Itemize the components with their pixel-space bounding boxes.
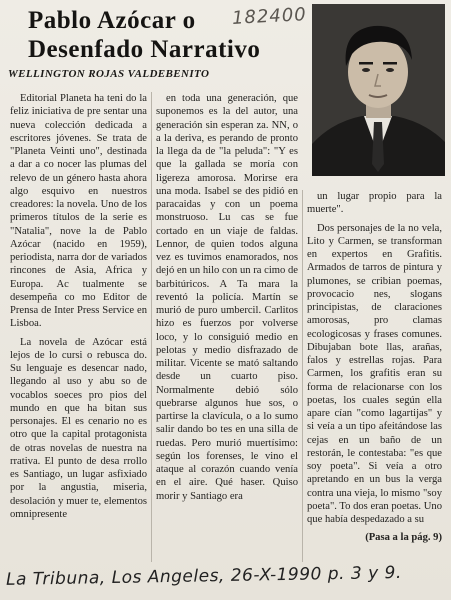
- article-column-2: [156, 92, 298, 508]
- handwritten-source-note: La Tribuna, Los Angeles, 26-X-1990 p. 3 y 9.: [5, 562, 402, 590]
- paragraph: un lugar propio para la muerte".: [307, 191, 442, 216]
- article-column-1: [10, 92, 147, 526]
- article-body: [10, 92, 442, 572]
- paragraph: Dos personajes de la no vela, Lito y Carmen, se transforman en expertos en Grafitis. Armados de tarros de pintura y plumones, se cribian poemas, provocacio nes, slogans principistas, de claraciones amorosas, pro clamas ecologicosas y frases comunes. Dibujaban bote llas, arañas, falos y estrellas rojas. Para Carmen, los grafitis eran su forma de relacionarse con los poetas, los cuales según ella apare cían "como lagartijas" y si veía a un tipo afeitándose las cejas en un baño de un restorán, le contestaba: "es que soy poeta". Si veía a otro apretando en un bus la verga contra una vieja, lo mismo "soy poeta". To dos eran poetas. Uno que había despedazado a su: [307, 222, 442, 525]
- article-title: Pablo Azócar o Desenfado Narrativo: [28, 7, 261, 63]
- column-divider: [302, 190, 303, 562]
- article-byline: WELLINGTON ROJAS VALDEBENITO: [8, 68, 210, 80]
- archive-number: 182400: [231, 4, 308, 29]
- continued-note: (Pasa a la pág. 9): [365, 532, 442, 544]
- paragraph: La novela de Azócar está lejos de lo cursi o rebusca do. Su lenguaje es desencar nado, llegando al uso y abu so de vocablos soeces pro pios del mundo en que ha bitan sus personajes. El es cenario no es otro que la capital protagonista de otras novelas de nuestra na rrativa. El punto de desa rrollo es Santiago, un lugar asfixiado por la angustia, miseria, desolación y muer te, elementos omnipresente: [10, 336, 147, 520]
- column-divider: [151, 92, 152, 562]
- paragraph: Editorial Planeta ha teni do la feliz iniciativa de pre sentar una nueva colección dedicada a escritores jóvenes. Se trata de "Planeta Veinti uno", destinada a dar a co nocer las plumas del relevo de un género hasta ahora algo esquivo en nuestros creadores: la novela. Uno de los primeros títulos de la serie es "Natalia", nove la de Pablo Azócar (nacido en 1959), periodista, narra dor de variados rincones de Asia, Africa y Europa. Ac tualmente se desempeña co mo Editor de Prensa de Inter Press Service en Lisboa.: [10, 93, 147, 330]
- article-column-3: [307, 190, 442, 550]
- paragraph: en toda una generación, que suponemos es la del autor, una generación sin esperan za. NN, o a la deriva, es perando de pronto la llega da de "la peluda": "Y es que la gallada se moría con ligereza amorosa. Morirse era una moda. Isabel se des pidió en paracaidas y con un poema monstruoso. Lu cas se fue cortado en un viaje de faldas. Lennor, de quien todos alguna vez es tuvimos enamorados, nos dejó en un hilo con un ra cimo de barbitúricos. A Ta mara la reventó la policía. Martín se murió de puro umbercil. Carlitos hizo es fuerzos por volverse loco, y lo consiguió medio en pelotas y medio disfrazado de militar. Vicente se mató saltando desde un cuarto piso. Normalmente debió sólo quebrarse algunos hue sos, o partirse la clavícula, o a lo sumo salir dando bo tes en una silla de ruedas. Pero murió muertísimo: según los forenses, le vino el ataque al corazón cuando venía en el aire. Qué haser. Quiso morir y Santiago era: [156, 93, 298, 502]
